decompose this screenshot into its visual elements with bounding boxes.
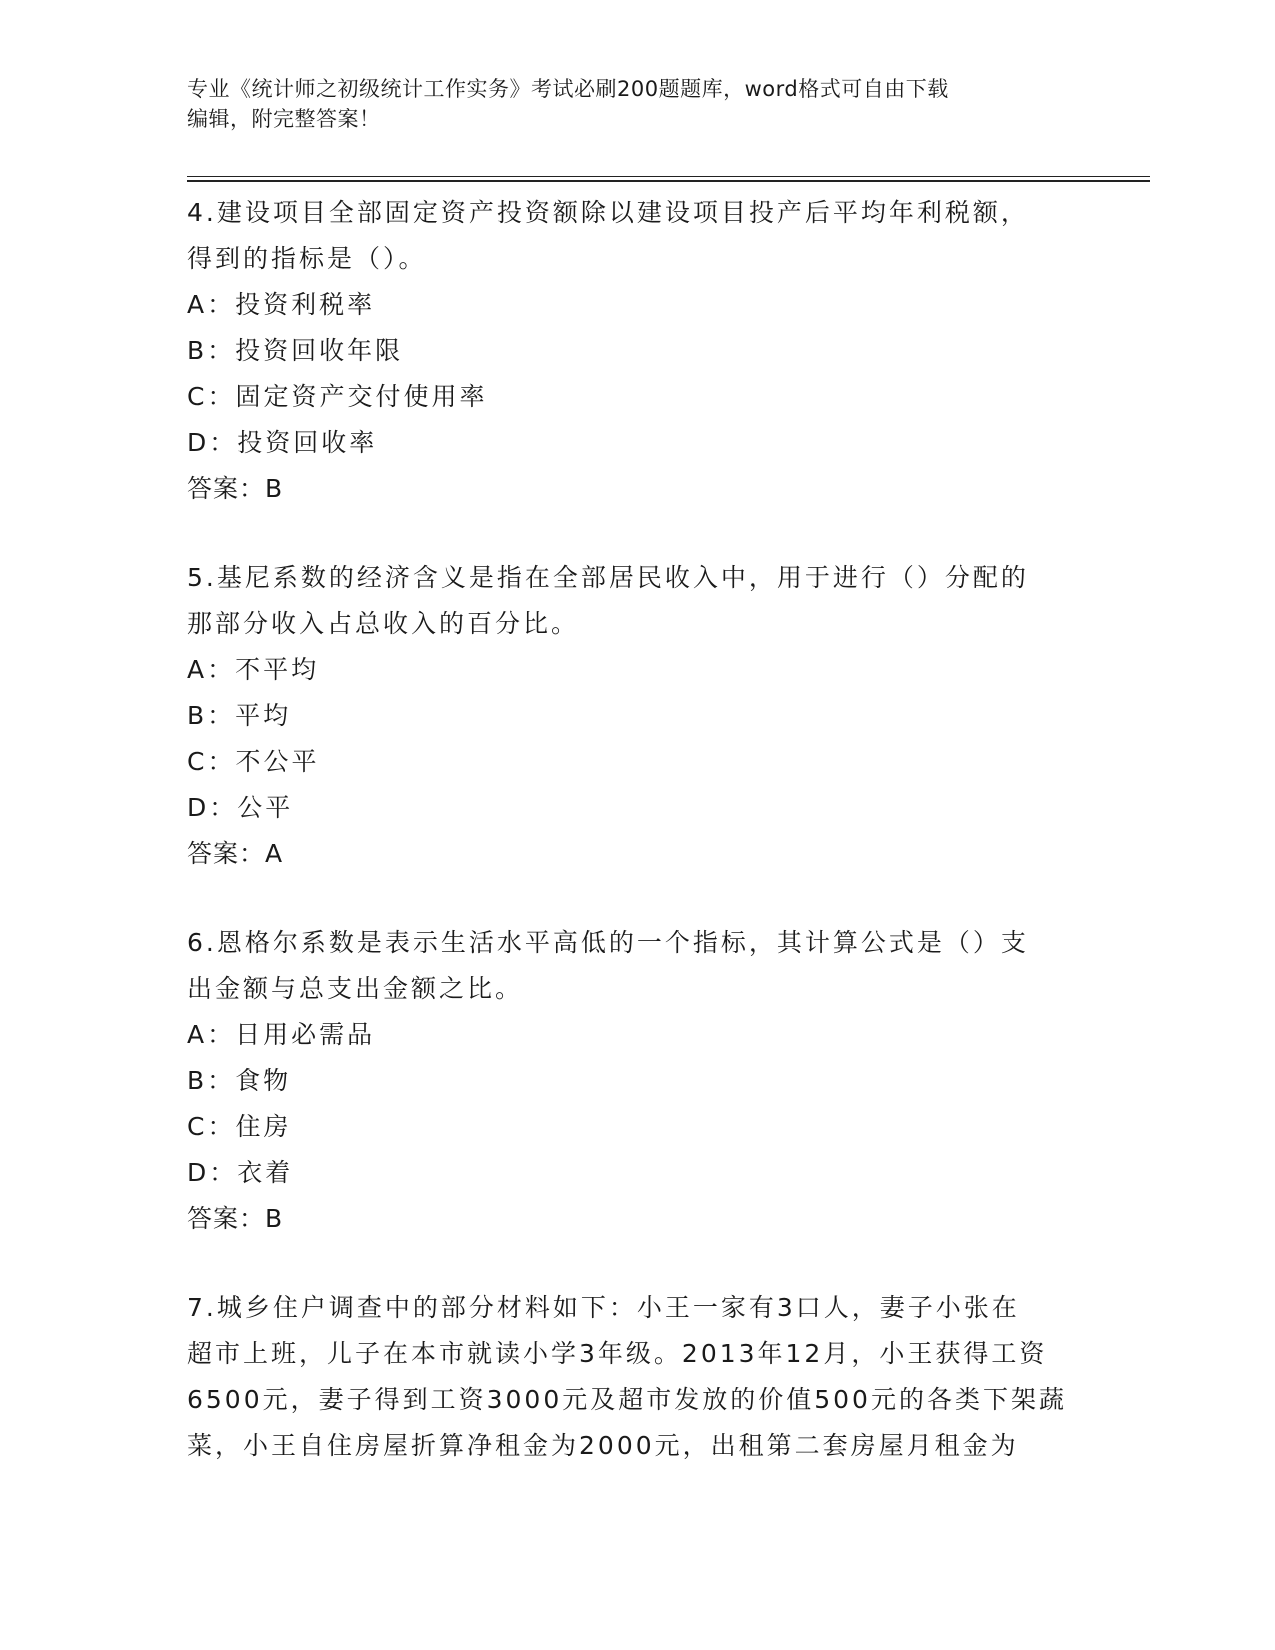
header-line-2: 编辑，附完整答案！ xyxy=(187,107,381,131)
option-c: C：固定资产交付使用率 xyxy=(187,382,488,411)
question-stem-line: 4.建设项目全部固定资产投资额除以建设项目投产后平均年利税额， xyxy=(187,198,1029,227)
option-c: C：不公平 xyxy=(187,747,320,776)
question-4 xyxy=(187,190,1087,512)
question-stem-line: 超市上班，儿子在本市就读小学3年级。2013年12月，小王获得工资 xyxy=(187,1339,1048,1368)
question-stem-line: 6500元，妻子得到工资3000元及超市发放的价值500元的各类下架蔬 xyxy=(187,1385,1067,1414)
answer-label: 答案：A xyxy=(187,839,284,868)
answer-label: 答案：B xyxy=(187,474,284,503)
option-a: A：投资利税率 xyxy=(187,290,376,319)
question-stem-line: 5.基尼系数的经济含义是指在全部居民收入中，用于进行（）分配的 xyxy=(187,563,1029,592)
document-header xyxy=(187,74,1067,134)
question-stem-line: 那部分收入占总收入的百分比。 xyxy=(187,609,580,638)
question-5 xyxy=(187,555,1087,877)
question-stem-line: 菜，小王自住房屋折算净租金为2000元，出租第二套房屋月租金为 xyxy=(187,1431,1019,1460)
option-d: D：投资回收率 xyxy=(187,428,378,457)
question-stem-line: 6.恩格尔系数是表示生活水平高低的一个指标，其计算公式是（）支 xyxy=(187,928,1029,957)
header-divider-thin xyxy=(187,176,1150,177)
question-6 xyxy=(187,920,1087,1242)
question-stem-line: 得到的指标是（）。 xyxy=(187,244,427,273)
question-stem-line: 7.城乡住户调查中的部分材料如下：小王一家有3口人，妻子小张在 xyxy=(187,1293,1020,1322)
question-7 xyxy=(187,1285,1087,1469)
option-a: A：不平均 xyxy=(187,655,320,684)
option-c: C：住房 xyxy=(187,1112,292,1141)
option-b: B：食物 xyxy=(187,1066,292,1095)
option-b: B：平均 xyxy=(187,701,292,730)
answer-label: 答案：B xyxy=(187,1204,284,1233)
question-list xyxy=(187,190,1087,1469)
option-a: A：日用必需品 xyxy=(187,1020,376,1049)
header-line-1: 专业《统计师之初级统计工作实务》考试必刷200题题库，word格式可自由下载 xyxy=(187,77,949,101)
header-divider-thick xyxy=(187,180,1150,182)
question-stem-line: 出金额与总支出金额之比。 xyxy=(187,974,524,1003)
option-d: D：公平 xyxy=(187,793,294,822)
option-b: B：投资回收年限 xyxy=(187,336,404,365)
option-d: D：衣着 xyxy=(187,1158,294,1187)
